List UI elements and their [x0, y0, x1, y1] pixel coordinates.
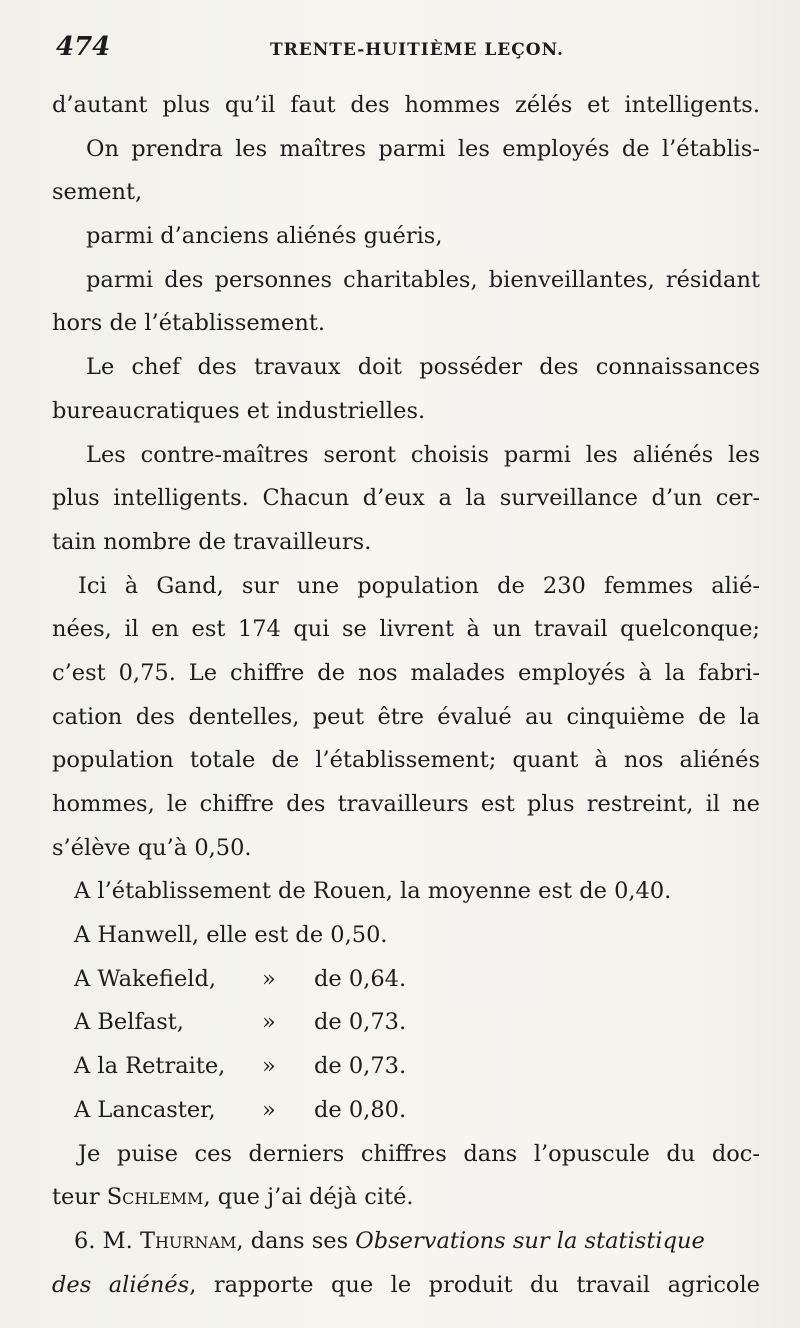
text-line: A Hanwell, elle est de 0,50. — [74, 922, 388, 949]
stat-ditto-mark: » — [262, 1096, 276, 1123]
statistic-row — [52, 1089, 760, 1133]
body-text — [52, 84, 760, 1307]
stat-ditto-mark: » — [262, 965, 276, 992]
text-fragment: 6. M. — [74, 1227, 140, 1254]
author-name: Thurnam — [139, 1227, 237, 1254]
text-line: tain nombre de travailleurs. — [52, 528, 372, 555]
text-fragment: teur — [52, 1184, 107, 1211]
text-line: Je puise ces derniers chiffres dans l’opuscule du doc- — [78, 1140, 760, 1167]
page-number: 474 — [56, 32, 111, 62]
text-line — [52, 1220, 760, 1264]
text-line: s’élève qu’à 0,50. — [52, 834, 252, 861]
text-fragment: , que j’ai déjà cité. — [203, 1184, 414, 1211]
text-line: A l’établissement de Rouen, la moyenne est de 0,40. — [74, 878, 672, 905]
text-line: On prendra les maîtres parmi les employés de l’établis- — [86, 135, 760, 162]
text-line: parmi d’anciens aliénés guéris, — [86, 223, 443, 250]
work-title: Observations sur la statistique — [355, 1227, 705, 1254]
statistic-row — [52, 1045, 760, 1089]
text-line: plus intelligents. Chacun d’eux a la surveillance d’un cer- — [52, 485, 760, 512]
text-line: nées, il en est 174 qui se livrent à un travail quelconque; — [52, 616, 760, 643]
text-line: hors de l’établissement. — [52, 310, 326, 337]
statistic-row — [52, 1001, 760, 1045]
text-line: hommes, le chiffre des travailleurs est plus restreint, il ne — [52, 791, 760, 817]
stat-ditto-mark: » — [262, 1053, 276, 1080]
work-title: des aliénés — [52, 1271, 190, 1298]
stat-place: A Wakefield, — [74, 965, 217, 992]
text-line: cation des dentelles, peut être évalué au cinquième de la — [52, 703, 760, 730]
text-line: d’autant plus qu’il faut des hommes zélés et intelligents. — [52, 92, 760, 118]
stat-value: de 0,73. — [314, 1053, 407, 1080]
stat-value: de 0,73. — [314, 1009, 407, 1036]
text-line — [52, 1264, 760, 1308]
text-fragment: , rapporte que le produit du travail agricole — [189, 1271, 760, 1298]
text-fragment: , dans ses — [236, 1227, 356, 1254]
stat-place: A la Retraite, — [74, 1053, 226, 1080]
running-head: TRENTE-HUITIÈME LEÇON. — [270, 40, 564, 60]
stat-place: A Lancaster, — [74, 1096, 216, 1123]
text-line — [52, 1176, 760, 1220]
stat-place: A Belfast, — [74, 1009, 184, 1036]
stat-value: de 0,64. — [314, 965, 407, 992]
text-line: Le chef des travaux doit posséder des connaissances — [86, 354, 760, 381]
text-line: Les contre-maîtres seront choisis parmi les aliénés les — [86, 441, 760, 468]
statistic-row — [52, 958, 760, 1002]
stat-value: de 0,80. — [314, 1096, 407, 1123]
text-line: sement, — [52, 179, 143, 206]
author-name: Schlemm — [106, 1184, 204, 1211]
text-line: bureaucratiques et industrielles. — [52, 397, 426, 424]
page-header — [52, 30, 760, 74]
text-line: parmi des personnes charitables, bienveillantes, résidant — [86, 266, 760, 293]
text-line: Ici à Gand, sur une population de 230 femmes alié- — [78, 572, 760, 599]
stat-ditto-mark: » — [262, 1009, 276, 1036]
text-line: c’est 0,75. Le chiffre de nos malades employés à la fabri- — [52, 659, 760, 686]
text-line: population totale de l’établissement; quant à nos aliénés — [52, 747, 760, 774]
